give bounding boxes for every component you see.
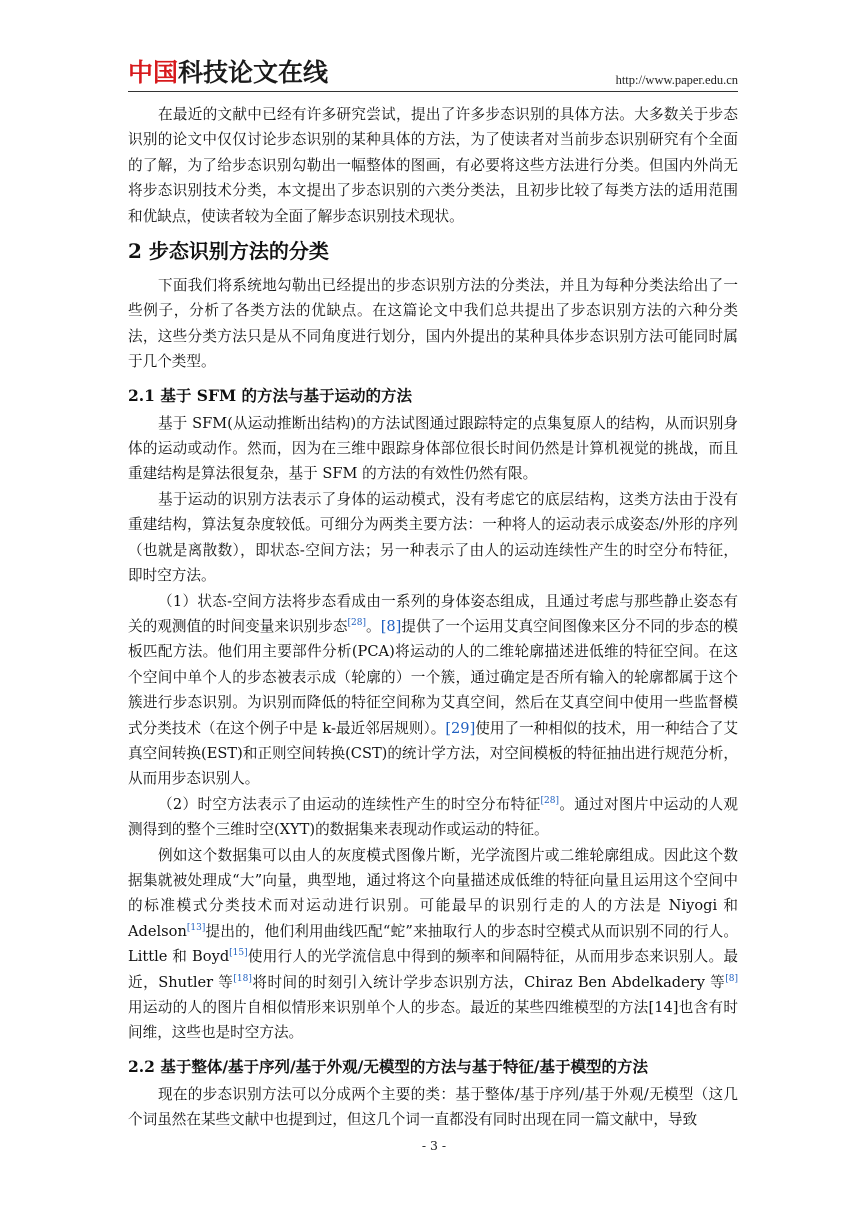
header-url[interactable]: http://www.paper.edu.cn — [615, 73, 738, 87]
intro-paragraph: 在最近的文献中已经有许多研究尝试，提出了许多步态识别的具体方法。大多数关于步态识别的论文中仅仅讨论步态识别的某种具体的方法，为了使读者对当前步态识别研究有个全面的了解，为了给步态识别勾勒出一幅整体的图画，有必要将这些方法进行分类。但国内外尚无将步态识别技术分类，本文提出了步态识别的六类分类法，且初步比较了每类方法的适用范围和优缺点，使读者较为全面了解步态识别技术现状。 — [128, 106, 738, 225]
citation-link[interactable]: [29] — [445, 719, 476, 737]
section-2-2-paragraph-1: 现在的步态识别方法可以分成两个主要的类：基于整体/基于序列/基于外观/无模型（这几个词虽然在某些文献中也提到过，但这几个词一直都没有同时出现在同一篇文献中，导致 — [128, 1085, 738, 1129]
section-2-1-paragraph-4: （2）时空方法表示了由运动的连续性产生的时空分布特征[28]。通过对图片中运动的人观测得到的整个三维时空(XYT)的数据集来表现动作或运动的特征。 — [128, 795, 738, 839]
citation[interactable]: [13] — [186, 922, 206, 933]
section-2-1-title: 2.1 基于 SFM 的方法与基于运动的方法 — [128, 385, 413, 405]
citation[interactable]: [18] — [233, 973, 252, 984]
citation[interactable]: [28] — [347, 618, 367, 629]
section-2-1-paragraph-5: 例如这个数据集可以由人的灰度模式图像片断，光学流图片或二维轮廓组成。因此这个数据集就被处理成“大”向量，典型地，通过将这个向量描述成低维的特征向量且运用这个空间中的标准模式分类技术而对运动进行识别。可能最早的识别行走的人的方法是 Niyogi 和 Adelson[13]提出的，他们利用曲线匹配“蛇”来抽取行人的步态时空模式从而识别不同的行人。Little 和 Boyd[15]使用行人的光学流信息中得到的频率和间隔特征，从而用步态来识别人。最近，Shutler 等[18]将时间的时刻引入统计学步态识别方法，Chiraz Ben Abdelkadery 等[8]用运动的人的图片自相似情形来识别单个人的步态。最近的某些四维模型的方法[14]也含有时间维，这些也是时空方法。 — [128, 846, 738, 1042]
citation[interactable]: [15] — [229, 948, 248, 959]
page-number: - 3 - — [421, 1138, 447, 1153]
section-2-paragraph: 下面我们将系统地勾勒出已经提出的步态识别方法的分类法，并且为每种分类法给出了一些例子，分析了各类方法的优缺点。在这篇论文中我们总共提出了步态识别方法的六种分类法，这些分类方法只是从不同角度进行划分，国内外提出的某种具体步态识别方法可能同时属于几个类型。 — [128, 277, 738, 371]
section-2-1-paragraph-2: 基于运动的识别方法表示了身体的运动模式，没有考虑它的底层结构，这类方法由于没有重建结构，算法复杂度较低。可细分为两类主要方法：一种将人的运动表示成姿态/外形的序列（也就是离散数），即状态-空间方法；另一种表示了由人的运动连续性产生的时空分布特征，即时空方法。 — [128, 490, 738, 585]
section-2-1-paragraph-1: 基于 SFM(从运动推断出结构)的方法试图通过跟踪特定的点集复原人的结构，从而识别身体的运动或动作。然而，因为在三维中跟踪身体部位很长时间仍然是计算机视觉的挑战，而且重建结构是算法很复杂，基于 SFM 的方法的有效性仍然有限。 — [128, 414, 738, 483]
page-header — [128, 58, 738, 90]
section-2-1-paragraph-3: （1）状态-空间方法将步态看成由一系列的身体姿态组成，且通过考虑与那些静止姿态有关的观测值的时间变量来识别步态[28]。[8]提供了一个运用艾真空间图像来区分不同的步态的模板匹配方法。他们用主要部件分析(PCA)将运动的人的二维轮廓描述进低维的特征空间。在这个空间中单个人的步态被表示成（轮廓的）一个簇，通过确定是否所有输入的轮廓都属于这个簇进行步态识别。为识别而降低的特征空间称为艾真空间，然后在艾真空间中使用一些监督模式分类技术（在这个例子中是 k-最近邻居规则）。[29]使用了一种相似的技术，用一种结合了艾真空间转换(EST)和正则空间转换(CST)的统计学方法，对空间模板的特征抽出进行规范分析，从而用步态识别人。 — [128, 592, 738, 788]
logo-dark-text: 科技论文在线 — [178, 58, 329, 87]
citation[interactable]: [28] — [540, 795, 559, 806]
citation-link[interactable]: [8] — [380, 617, 402, 635]
citation[interactable]: [8] — [725, 973, 738, 984]
logo-red-text: 中国 — [128, 58, 179, 87]
header-rule — [128, 91, 738, 92]
section-2-2-title: 2.2 基于整体/基于序列/基于外观/无模型的方法与基于特征/基于模型的方法 — [128, 1056, 649, 1076]
section-2-title: 2 步态识别方法的分类 — [128, 239, 329, 264]
page-body — [128, 102, 738, 1133]
journal-logo — [128, 58, 328, 88]
